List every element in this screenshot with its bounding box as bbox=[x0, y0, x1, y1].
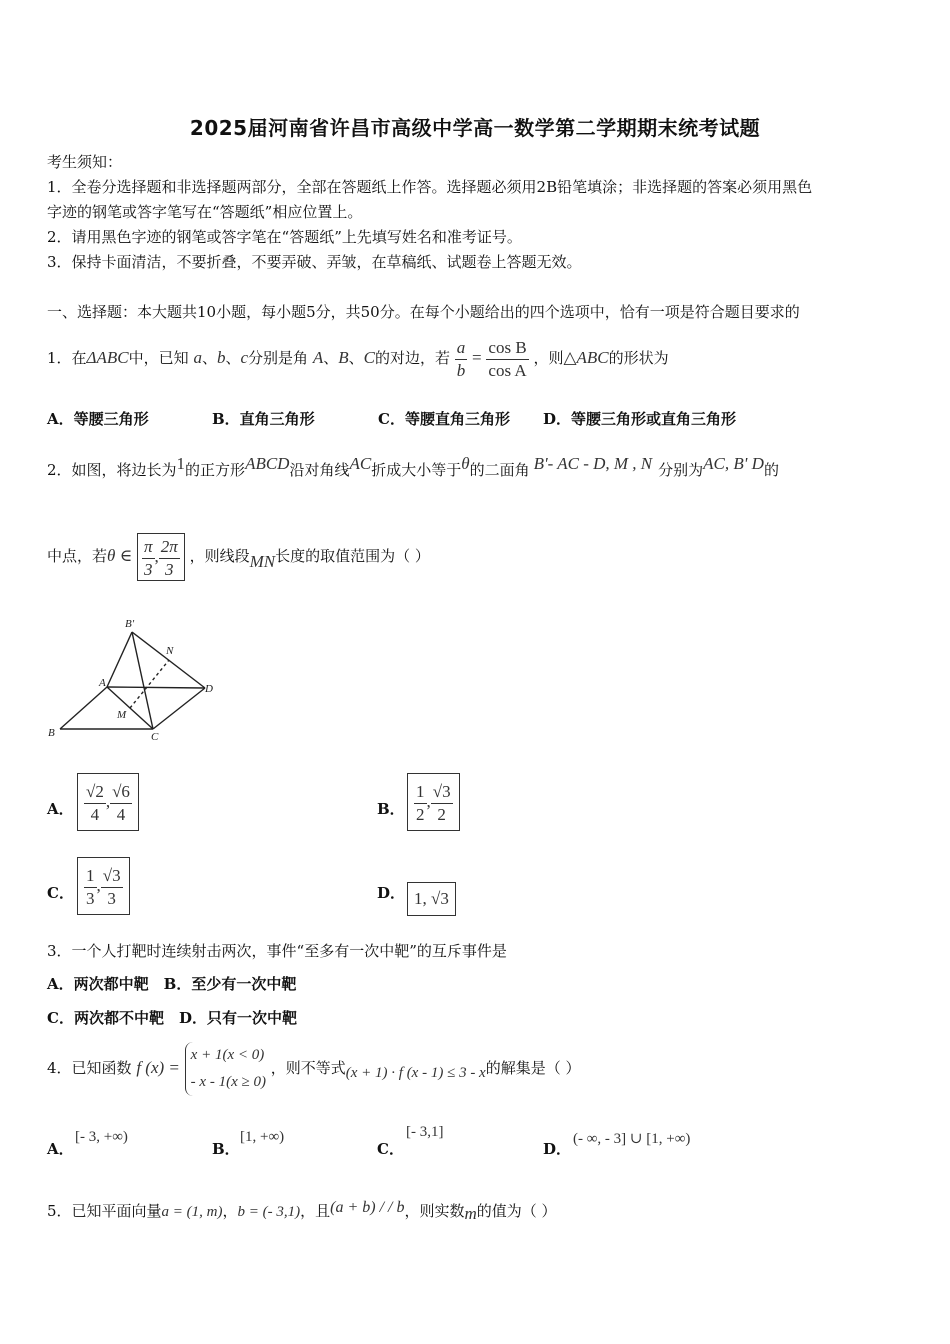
q4-option-a-label[interactable]: A． bbox=[47, 1140, 74, 1158]
folded-square-figure bbox=[45, 612, 225, 747]
notice-item-1-line-2: 字迹的钢笔或答字笔写在“答题纸”相应位置上。 bbox=[47, 203, 363, 221]
q1-option-a[interactable]: A．等腰三角形 bbox=[47, 410, 149, 428]
question-4: 4．已知函数 f (x) = x + 1(x < 0) - x - 1(x ≥ 0) ，则不等式(x + 1) · f (x - 1) ≤ 3 - x的解集是（ ） bbox=[47, 1040, 581, 1101]
edge-b-a bbox=[60, 687, 107, 729]
q4-piecewise: x + 1(x < 0) - x - 1(x ≥ 0) bbox=[185, 1042, 266, 1096]
segment-mn bbox=[130, 660, 169, 708]
q4-option-b-label[interactable]: B． bbox=[212, 1140, 240, 1158]
section-heading: 一、选择题：本大题共10小题，每小题5分，共50分。在每个小题给出的四个选项中，恰有一项是符合题目要求的 bbox=[47, 303, 800, 321]
q4-option-c[interactable]: [- 3,1] bbox=[406, 1124, 444, 1140]
label-b-prime: B′ bbox=[125, 618, 135, 630]
question-5: 5．已知平面向量a = (1, m)，b = (- 3,1)，且(a + b) / / b，则实数m的值为（ ） bbox=[47, 1199, 557, 1223]
label-c: C bbox=[151, 731, 159, 743]
q2-option-d-label[interactable]: D． bbox=[377, 884, 406, 902]
q2-option-a[interactable]: $\frac{√2}{4}$ , $\frac{√6}{4}$ bbox=[77, 773, 139, 831]
q2-option-c-label[interactable]: C． bbox=[47, 884, 74, 902]
q2-option-a-label[interactable]: A． bbox=[47, 800, 74, 818]
edge-a-d bbox=[107, 687, 205, 688]
q1-frac-cos: $\frac{\text{cos B}}{\text{cos A}}$ bbox=[488, 337, 527, 380]
q2-option-d[interactable]: 1, √3 bbox=[407, 882, 456, 916]
edge-bp-a bbox=[107, 632, 132, 687]
q1-option-c[interactable]: C．等腰直角三角形 bbox=[378, 410, 510, 428]
edge-c-d bbox=[153, 688, 205, 729]
q4-option-d-label[interactable]: D． bbox=[543, 1140, 572, 1158]
q3-options-c-d[interactable]: C．两次都不中靶 D．只有一次中靶 bbox=[47, 1009, 297, 1027]
q4-option-d[interactable]: (- ∞, - 3] ∪ [1, +∞) bbox=[573, 1131, 691, 1147]
label-m: M bbox=[117, 709, 127, 721]
q1-option-b[interactable]: B．直角三角形 bbox=[212, 410, 315, 428]
question-2-line-1: 2．如图，将边长为1的正方形ABCD沿对角线AC折成大小等于θ的二面角 B'- AC - D, M , N 分别为AC, B' D的 bbox=[47, 454, 779, 479]
question-1: 1．在ΔABC中，已知 a、b、c分别是角 A、B、C的对边，若 $\frac{a}{b}$ = $\frac{\text{cos B}}{\text{cos A}}$ ，则△ABC的形状为 bbox=[47, 337, 669, 380]
notice-item-2: 2．请用黑色字迹的钢笔或答字笔在“答题纸”上先填写姓名和准考证号。 bbox=[47, 228, 522, 246]
question-2-line-2: 中点，若θ ∈ $\frac{\pi}{3}$ , $\frac{2\pi}{3}$ ，则线段MN长度的取值范围为（ ） bbox=[47, 526, 430, 592]
notice-heading: 考生须知： bbox=[47, 153, 123, 171]
q3-options-a-b[interactable]: A．两次都中靶 B．至少有一次中靶 bbox=[47, 975, 297, 993]
label-n: N bbox=[166, 645, 174, 657]
question-3: 3．一个人打靶时连续射击两次，事件“至多有一次中靶”的互斥事件是 bbox=[47, 942, 507, 960]
exam-title: 2025届河南省许昌市高级中学高一数学第二学期期末统考试题 bbox=[189, 116, 761, 140]
notice-item-1-line-1: 1．全卷分选择题和非选择题两部分，全部在答题纸上作答。选择题必须用2B铅笔填涂；非选择题的答案必须用黑色 bbox=[47, 178, 813, 196]
q2-theta-interval: $\frac{\pi}{3}$ , $\frac{2\pi}{3}$ bbox=[137, 533, 185, 581]
q4-option-b[interactable]: [1, +∞) bbox=[240, 1129, 285, 1145]
label-d: D bbox=[205, 683, 213, 695]
q4-option-c-label[interactable]: C． bbox=[377, 1140, 404, 1158]
q4-option-a[interactable]: [- 3, +∞) bbox=[75, 1129, 128, 1145]
label-a: A bbox=[99, 677, 106, 689]
q2-option-c[interactable]: $\frac{1}{3}$ , $\frac{√3}{3}$ bbox=[77, 857, 130, 915]
q1-frac-ab: $\frac{a}{b}$ bbox=[456, 337, 466, 380]
q2-option-b-label[interactable]: B． bbox=[377, 800, 405, 818]
label-b: B bbox=[48, 727, 55, 739]
q1-option-d[interactable]: D．等腰三角形或直角三角形 bbox=[543, 410, 737, 428]
notice-item-3: 3．保持卡面清洁，不要折叠，不要弄破、弄皱，在草稿纸、试题卷上答题无效。 bbox=[47, 253, 582, 271]
q2-option-b[interactable]: $\frac{1}{2}$ , $\frac{√3}{2}$ bbox=[407, 773, 460, 831]
